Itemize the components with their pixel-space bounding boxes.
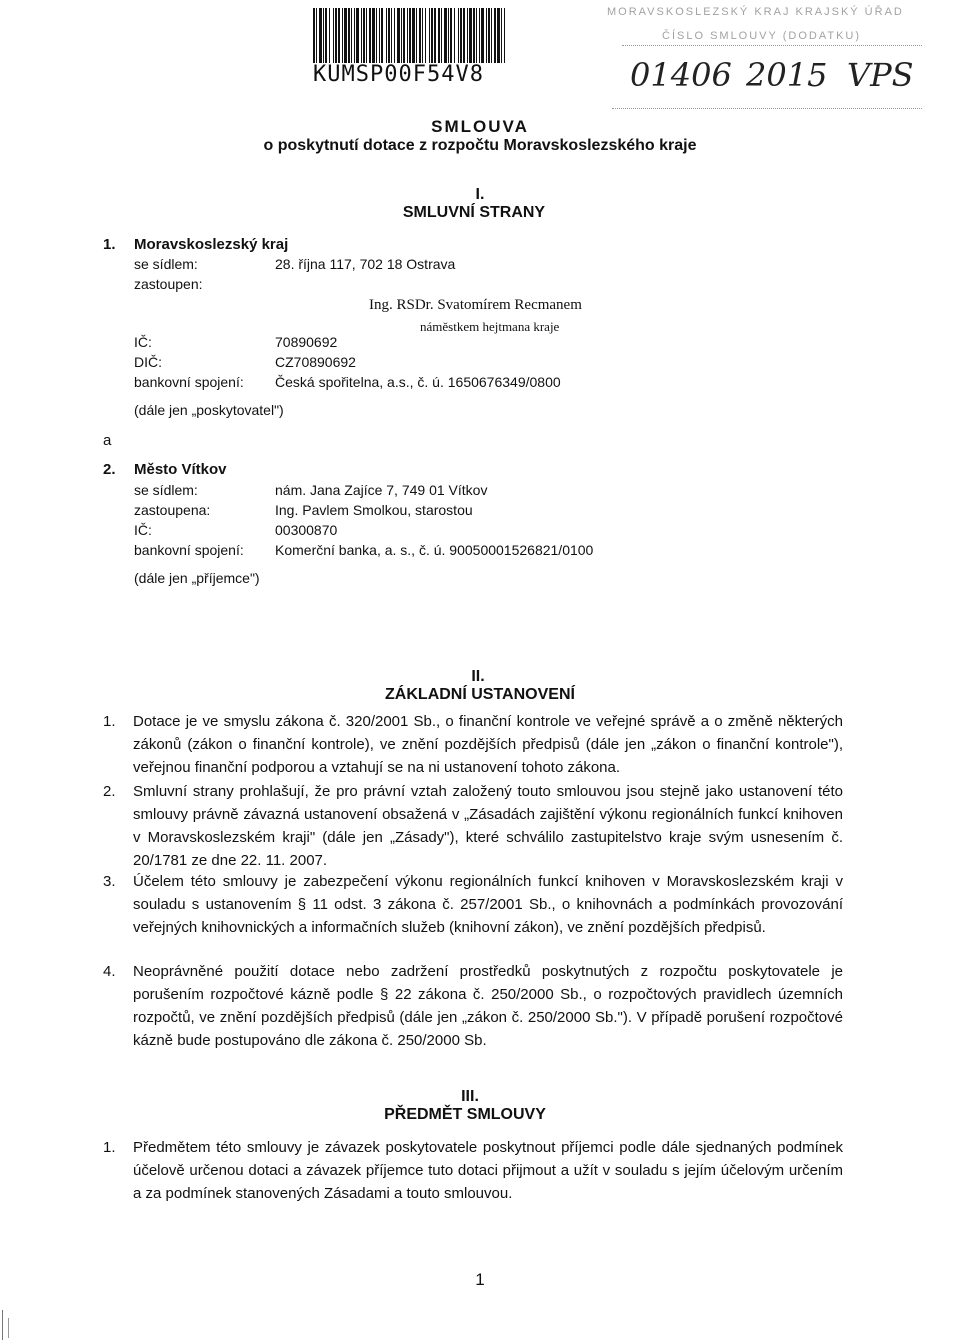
barcode-bar bbox=[391, 8, 392, 63]
barcode-bar bbox=[497, 8, 500, 63]
section-3-item-text: Předmětem této smlouvy je závazek poskytovatele poskytnout příjemci podle dále sjednaných podmínek účelově určenou dotaci a závazek příjemce tuto dotaci přijmout a užít v souladu s jejím účelovým určením a za podmínek stanovených Zásadami a touto smlouvou. bbox=[133, 1139, 843, 1202]
section-3-number: III. bbox=[461, 1088, 479, 1105]
party-1-rep-value: Ing. RSDr. Svatomírem Recmanem bbox=[369, 297, 582, 313]
party-2-name: Město Vítkov bbox=[134, 461, 227, 478]
section-2-item-text: Dotace je ve smyslu zákona č. 320/2001 Sb., o finanční kontrole ve veřejné správě a o změně některých zákonů (zákon o finanční kontrole), ve znění pozdějších předpisů (dále jen „zákon o finanční kontrole"), veřejnou finanční podporou a vztahují se na ni ustanovení tohoto zákona. bbox=[133, 713, 843, 776]
barcode-bar bbox=[425, 8, 426, 63]
section-2-item-text: Neoprávněné použití dotace nebo zadržení prostředků poskytnutých z rozpočtu poskytovatele je porušením rozpočtové kázně podle § 22 zákona č. 250/2000 Sb., o rozpočtových pravidlech územních rozpočtů, ve znění pozdějších předpisů (dále jen „zákon č. 250/2000 Sb."). V případě porušení rozpočtové kázně bude postupováno dle zákona č. 250/2000 Sb. bbox=[133, 963, 843, 1049]
barcode-bar bbox=[460, 8, 462, 63]
barcode-bar bbox=[351, 8, 352, 63]
section-2-item-number: 1. bbox=[103, 713, 116, 730]
section-1-number: I. bbox=[475, 186, 485, 203]
party-2-number: 2. bbox=[103, 461, 116, 478]
party-1-alias: (dále jen „poskytovatel") bbox=[134, 402, 284, 418]
parties-conjunction: a bbox=[103, 432, 112, 449]
party-2-ic-value: 00300870 bbox=[275, 522, 338, 538]
section-3-title: PŘEDMĚT SMLOUVY bbox=[384, 1106, 546, 1123]
barcode-bar bbox=[448, 8, 449, 63]
barcode-bar bbox=[316, 8, 317, 63]
party-1-number: 1. bbox=[103, 236, 116, 253]
barcode-code: KUMSP00F54V8 bbox=[313, 62, 484, 87]
party-1-ic-label: IČ: bbox=[134, 334, 152, 350]
barcode-bar bbox=[494, 8, 496, 63]
barcode-bar bbox=[450, 8, 452, 63]
barcode-bar bbox=[363, 8, 365, 63]
barcode-bar bbox=[481, 8, 484, 63]
barcode-bar bbox=[431, 8, 433, 63]
barcode-bar bbox=[361, 8, 362, 63]
barcode-bar bbox=[323, 8, 324, 63]
stamp-number-3: VPS bbox=[847, 56, 914, 94]
party-1-bank-value: Česká spořitelna, a.s., č. ú. 1650676349/0800 bbox=[275, 374, 561, 390]
barcode-bar bbox=[473, 8, 475, 63]
party-1-name: Moravskoslezský kraj bbox=[134, 236, 289, 253]
party-1-rep-role: náměstkem hejtmana kraje bbox=[420, 319, 560, 334]
barcode-bar bbox=[401, 8, 402, 63]
party-1-seat-value: 28. října 117, 702 18 Ostrava bbox=[275, 256, 456, 272]
barcode-bar bbox=[366, 8, 367, 63]
barcode-bar bbox=[504, 8, 505, 63]
barcode-bar bbox=[458, 8, 459, 63]
registration-stamp bbox=[592, 0, 960, 118]
barcode-bar bbox=[333, 8, 334, 63]
barcode-bar bbox=[486, 8, 487, 63]
barcode-bar bbox=[376, 8, 377, 63]
barcode-bar bbox=[444, 8, 447, 63]
barcode-bar bbox=[319, 8, 322, 63]
party-2-ic-label: IČ: bbox=[134, 522, 152, 538]
barcode-bar bbox=[454, 8, 455, 63]
document-title: SMLOUVA bbox=[431, 117, 529, 136]
barcode-bar bbox=[381, 8, 383, 63]
party-2-rep-value: Ing. Pavlem Smolkou, starostou bbox=[275, 502, 473, 518]
barcode-bar bbox=[463, 8, 465, 63]
barcode-bar bbox=[488, 8, 490, 63]
section-2-number: II. bbox=[471, 668, 485, 685]
barcode-bar bbox=[412, 8, 415, 63]
barcode-bar bbox=[429, 8, 430, 63]
stamp-number-1: 01406 bbox=[630, 56, 732, 94]
party-2-alias: (dále jen „příjemce") bbox=[134, 570, 260, 586]
barcode-bar bbox=[501, 8, 502, 63]
barcode-bar bbox=[434, 8, 436, 63]
section-2-item-number: 3. bbox=[103, 873, 116, 890]
barcode-bar bbox=[356, 8, 359, 63]
stamp-header: MORAVSKOSLEZSKÝ KRAJ KRAJSKÝ ÚŘAD bbox=[607, 6, 904, 18]
scan-edge-mark bbox=[8, 1318, 11, 1338]
section-2-item-text: Smluvní strany prohlašují, že pro právní vztah založený touto smlouvou jsou stejně jako ustanovení této smlouvy právně závazná ustanovení obsažená v „Zásadách zajištění výkonu regionálních funkcí knihoven v Moravskoslezském kraji" (dále jen „Zásady"), které schválilo zastupitelstvo kraje svým usnesením č. 20/1781 ze dne 22. 11. 2007. bbox=[133, 783, 843, 869]
barcode-bar bbox=[479, 8, 480, 63]
barcode bbox=[313, 8, 505, 63]
party-1-dic-value: CZ70890692 bbox=[275, 354, 356, 370]
section-2-item-number: 4. bbox=[103, 963, 116, 980]
party-2-bank-value: Komerční banka, a. s., č. ú. 90050001526821/0100 bbox=[275, 542, 594, 558]
barcode-bar bbox=[348, 8, 350, 63]
barcode-bar bbox=[422, 8, 423, 63]
barcode-bar bbox=[386, 8, 387, 63]
stamp-subheader: ČÍSLO SMLOUVY (DODATKU) bbox=[662, 30, 862, 42]
party-1-ic-value: 70890692 bbox=[275, 334, 338, 350]
page-number: 1 bbox=[475, 1270, 485, 1289]
barcode-bar bbox=[338, 8, 340, 63]
barcode-bar bbox=[372, 8, 375, 63]
barcode-bar bbox=[329, 8, 330, 63]
barcode-bar bbox=[407, 8, 408, 63]
document-subtitle: o poskytnutí dotace z rozpočtu Moravskoslezského kraje bbox=[263, 137, 697, 154]
section-3-item-number: 1. bbox=[103, 1139, 116, 1156]
barcode-bar bbox=[438, 8, 440, 63]
section-2-item-text: Účelem této smlouvy je zabezpečení výkonu regionálních funkcí knihoven v Moravskoslezském kraji v souladu s ustanovením § 11 odst. 3 zákona č. 257/2001 Sb., o knihovnách a podmínkách provozování veřejných knihovnických a informačních služeb (knihovní zákon), ve znění pozdějších předpisů. bbox=[133, 873, 843, 936]
barcode-bar bbox=[342, 8, 343, 63]
barcode-bar bbox=[409, 8, 411, 63]
barcode-bar bbox=[335, 8, 337, 63]
barcode-bar bbox=[313, 8, 315, 63]
party-2-seat-label: se sídlem: bbox=[134, 482, 198, 498]
party-1-seat-label: se sídlem: bbox=[134, 256, 198, 272]
stamp-underline bbox=[612, 108, 922, 109]
barcode-bar bbox=[397, 8, 400, 63]
barcode-bar bbox=[325, 8, 327, 63]
barcode-bar bbox=[441, 8, 442, 63]
stamp-divider bbox=[622, 45, 922, 46]
barcode-bar bbox=[491, 8, 492, 63]
barcode-bar bbox=[419, 8, 421, 63]
barcode-bar bbox=[394, 8, 395, 63]
barcode-bar bbox=[388, 8, 390, 63]
party-2-bank-label: bankovní spojení: bbox=[134, 542, 244, 558]
section-2-title: ZÁKLADNÍ USTANOVENÍ bbox=[385, 686, 575, 703]
barcode-bar bbox=[403, 8, 405, 63]
barcode-bar bbox=[354, 8, 355, 63]
party-1-dic-label: DIČ: bbox=[134, 354, 162, 370]
barcode-bar bbox=[369, 8, 371, 63]
barcode-bar bbox=[379, 8, 380, 63]
section-1-title: SMLUVNÍ STRANY bbox=[402, 204, 546, 221]
party-1-bank-label: bankovní spojení: bbox=[134, 374, 244, 390]
barcode-bar bbox=[467, 8, 468, 63]
party-2-seat-value: nám. Jana Zajíce 7, 749 01 Vítkov bbox=[275, 482, 488, 498]
party-1-rep-label: zastoupen: bbox=[134, 276, 203, 292]
barcode-bar bbox=[476, 8, 477, 63]
party-2-rep-label: zastoupena: bbox=[134, 502, 211, 518]
barcode-bar bbox=[416, 8, 417, 63]
barcode-bar bbox=[344, 8, 347, 63]
barcode-bar bbox=[469, 8, 472, 63]
section-2-item-number: 2. bbox=[103, 783, 116, 800]
stamp-number-2: 2015 bbox=[746, 56, 828, 94]
